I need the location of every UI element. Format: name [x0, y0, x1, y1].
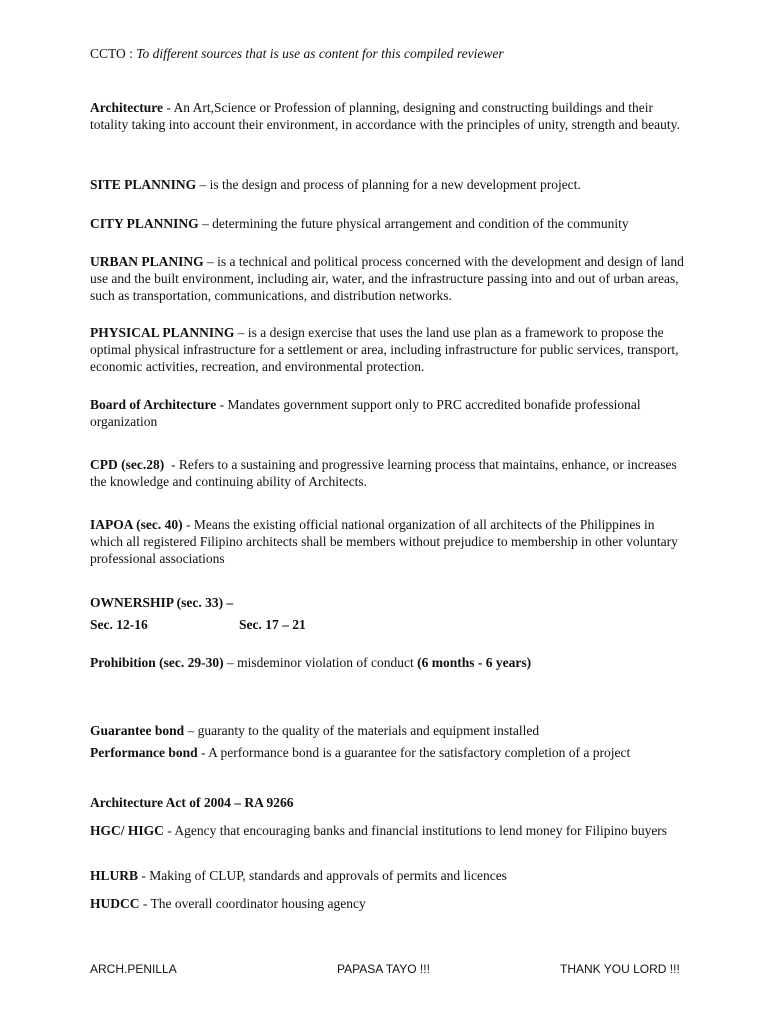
entry-prohibition [90, 654, 690, 671]
entry-physical-planning [90, 324, 690, 375]
footer-left: ARCH.PENILLA [90, 962, 177, 976]
entry-separator: - [139, 896, 151, 911]
entry-separator: – [184, 723, 198, 738]
entry-term: CPD (sec.28) [90, 457, 165, 472]
credits-label: CCTO [90, 46, 126, 61]
entry-definition: is a design exercise that uses the land use plan as a framework to propose the optimal physical infrastructure for a settlement or area, including infrastructure for public services, transport, economic activities, recreation, and environmental protection. [90, 325, 679, 374]
entry-term: HLURB [90, 868, 139, 883]
entry-separator: - [197, 745, 209, 760]
entry-definition: Making of CLUP, standards and approvals of permits and licences [149, 868, 507, 883]
entry-term: CITY PLANNING [90, 216, 199, 231]
entry-term: Performance bond [90, 745, 198, 760]
entry-separator: - [182, 517, 194, 532]
entry-separator: - [163, 823, 175, 838]
entry-hgc-higc [90, 822, 690, 839]
ownership-sections-b: Sec. 17 – 21 [239, 617, 306, 632]
entry-term: Architecture [90, 100, 163, 115]
entry-board-of-architecture [90, 396, 690, 430]
entry-guarantee-bond [90, 722, 690, 739]
entry-definition: is a technical and political process concerned with the development and design of land use and the built environment, including air, water, and the infrastructure passing into and out of urban areas, such as transportation, communications, and distribution networks. [90, 254, 684, 303]
ownership-sections-a: Sec. 12-16 [90, 617, 148, 632]
credits-text: To different sources that is use as content for this compiled reviewer [136, 46, 504, 61]
entry-definition: Mandates government support only to PRC accredited bonafide professional organization [90, 397, 641, 429]
entry-separator: - [216, 397, 228, 412]
entry-term: HUDCC [90, 896, 140, 911]
entry-term: IAPOA (sec. 40) [90, 517, 183, 532]
entry-hlurb [90, 867, 690, 884]
page-footer [0, 962, 768, 980]
entry-hudcc [90, 895, 690, 912]
entry-definition: guaranty to the quality of the materials and equipment installed [197, 723, 540, 738]
entry-definition: is the design and process of planning for a new development project. [209, 177, 581, 192]
entry-definition: Refers to a sustaining and progressive learning process that maintains, enhance, or increases the knowledge and continuing ability of Architects. [90, 457, 677, 489]
entry-separator: – [196, 177, 210, 192]
entry-performance-bond [90, 744, 690, 761]
entry-term: Board of Architecture [90, 397, 217, 412]
entry-term: URBAN PLANING [90, 254, 204, 269]
entry-definition: An Art,Science or Profession of planning, designing and constructing buildings and their totality taking into account their environment, in accordance with the principles of unity, strength and beauty. [90, 100, 680, 132]
prohibition-penalty: (6 months - 6 years) [417, 655, 532, 670]
entry-separator: - [164, 457, 179, 472]
entry-separator: - [138, 868, 150, 883]
entry-term: PHYSICAL PLANNING [90, 325, 235, 340]
credits-line [90, 45, 690, 62]
footer-right: THANK YOU LORD !!! [560, 962, 680, 976]
entry-term: SITE PLANNING [90, 177, 197, 192]
entry-term: HGC/ HIGC [90, 823, 164, 838]
entry-architecture [90, 99, 690, 133]
entry-iapoa [90, 516, 690, 567]
entry-separator: – [234, 325, 248, 340]
entry-definition: determining the future physical arrangement and condition of the community [212, 216, 629, 231]
ownership-title: OWNERSHIP (sec. 33) – [90, 595, 234, 610]
entry-cpd [90, 456, 690, 490]
entry-term: Guarantee bond [90, 723, 185, 738]
entry-site-planning [90, 176, 690, 193]
credits-separator: : [125, 46, 137, 61]
entry-separator: - [162, 100, 174, 115]
entry-urban-planing [90, 253, 690, 304]
entry-definition: Agency that encouraging banks and financial institutions to lend money for Filipino buyers [174, 823, 668, 838]
entry-definition: Means the existing official national organization of all architects of the Philippines in which all registered Filipino architects shall be members without prejudice to membership in other voluntary professional associations [90, 517, 678, 566]
entry-definition: misdeminor violation of conduct [237, 655, 418, 670]
entry-term: Prohibition (sec. 29-30) [90, 655, 224, 670]
entry-definition: The overall coordinator housing agency [150, 896, 366, 911]
entry-definition: A performance bond is a guarantee for the satisfactory completion of a project [208, 745, 631, 760]
entry-separator: – [203, 254, 218, 269]
act-title: Architecture Act of 2004 – RA 9266 [90, 795, 294, 810]
entry-separator: – [223, 655, 238, 670]
entry-city-planning [90, 215, 690, 232]
footer-center: PAPASA TAYO !!! [337, 962, 430, 976]
entry-separator: – [198, 216, 213, 231]
